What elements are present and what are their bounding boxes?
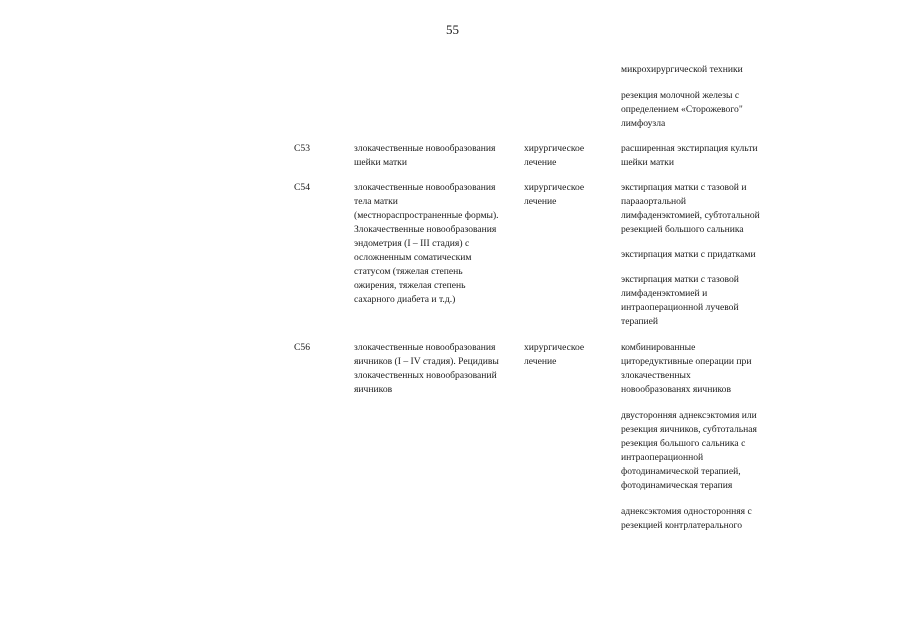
text-line: осложненным соматическим — [354, 252, 472, 263]
text-line: резекцией большого сальника — [621, 224, 744, 235]
text-line: хирургическое — [524, 342, 585, 353]
text-line: экстирпация матки с тазовой и — [621, 182, 747, 193]
text-line: интраоперационной — [621, 452, 704, 463]
row-treatment — [524, 341, 614, 369]
text-line: злокачественных новообразований — [354, 370, 497, 381]
text-line: лимфаденэктомией, субтотальной — [621, 210, 760, 221]
row-diagnosis — [354, 142, 522, 170]
text-line: эндометрия (I – III стадия) с — [354, 238, 470, 249]
text-line: парааортальной — [621, 196, 687, 207]
text-line: яичников (I – IV стадия). Рецидивы — [354, 356, 499, 367]
text-line: злокачественные новообразования — [354, 342, 496, 353]
text-line: шейки матки — [354, 157, 407, 168]
text-line: ожирения, тяжелая степень — [354, 280, 466, 291]
text-line: двусторонняя аднексэктомия или — [621, 410, 757, 421]
text-line: экстирпация матки с придатками — [621, 249, 756, 260]
text-line: интраоперационной лучевой — [621, 302, 739, 313]
text-line: злокачественные новообразования — [354, 143, 496, 154]
text-line: фотодинамическая терапия — [621, 480, 733, 491]
text-line: циторедуктивные операции при — [621, 356, 752, 367]
text-line: злокачественных — [621, 370, 691, 381]
text-line: хирургическое — [524, 143, 585, 154]
page-number: 55 — [446, 22, 459, 37]
row-method — [621, 409, 796, 493]
text-line: резекция яичников, субтотальная — [621, 424, 757, 435]
text-line: фотодинамической терапией, — [621, 466, 741, 477]
row-method — [621, 505, 796, 533]
text-line: резекцией контрлатерального — [621, 520, 742, 531]
text-line: статусом (тяжелая степень — [354, 266, 463, 277]
row-diagnosis — [354, 181, 522, 307]
text-line: лимфоузла — [621, 118, 666, 129]
text-line: резекция большого сальника с — [621, 438, 746, 449]
text-line: яичников — [354, 384, 393, 395]
row-method — [621, 248, 796, 262]
text-line: лечение — [524, 157, 557, 168]
text-line: аднексэктомия односторонняя с — [621, 506, 752, 517]
text-line: (местнораспространенные формы). — [354, 210, 499, 221]
text-line: Злокачественные новообразования — [354, 224, 497, 235]
text-line: резекция молочной железы с — [621, 90, 740, 101]
text-line: определением «Сторожевого" — [621, 104, 743, 115]
text-line: микрохирургической техники — [621, 64, 743, 75]
continuation-method-1 — [621, 63, 796, 77]
row-diagnosis — [354, 341, 522, 397]
text-line: комбинированные — [621, 342, 696, 353]
text-line: терапией — [621, 316, 659, 327]
row-method — [621, 341, 796, 397]
text-line: тела матки — [354, 196, 398, 207]
text-line: лечение — [524, 196, 557, 207]
text-line: хирургическое — [524, 182, 585, 193]
text-line: шейки матки — [621, 157, 674, 168]
row-code: С53 — [294, 143, 310, 154]
text-line: лимфаденэктомией и — [621, 288, 708, 299]
row-treatment — [524, 142, 614, 170]
text-line: злокачественные новообразования — [354, 182, 496, 193]
row-method — [621, 273, 796, 329]
text-line: экстирпация матки с тазовой — [621, 274, 739, 285]
row-code: С54 — [294, 182, 310, 193]
row-method — [621, 142, 796, 170]
text-line: расширенная экстирпация культи — [621, 143, 758, 154]
text-line: новообразованях яичников — [621, 384, 731, 395]
row-treatment — [524, 181, 614, 209]
row-code: С56 — [294, 342, 310, 353]
text-line: сахарного диабета и т.д.) — [354, 294, 456, 305]
row-method — [621, 181, 796, 237]
continuation-method-2 — [621, 89, 796, 131]
text-line: лечение — [524, 356, 557, 367]
